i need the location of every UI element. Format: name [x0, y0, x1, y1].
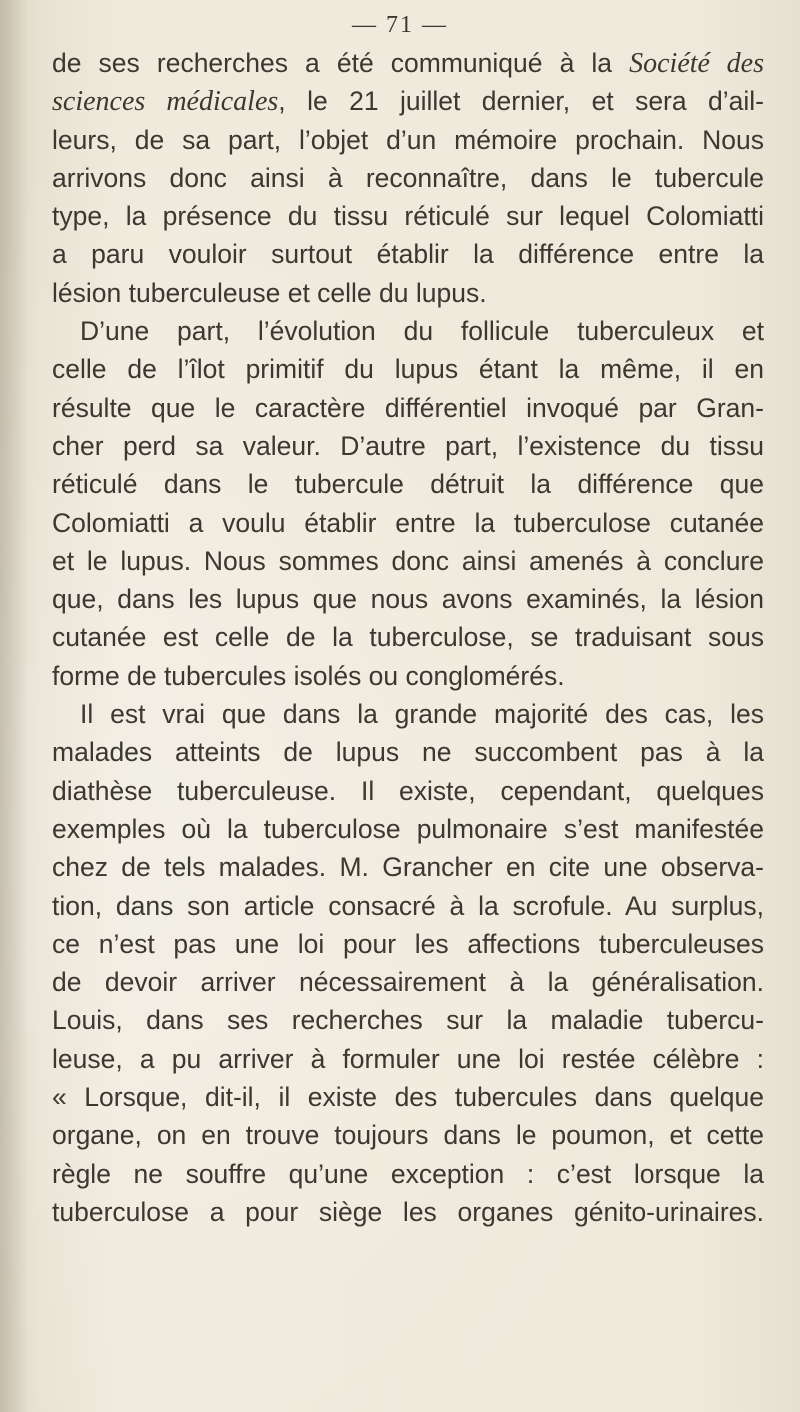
text-line	[52, 312, 764, 350]
text-line	[52, 1193, 764, 1231]
text-segment: de devoir arriver nécessairement à la généralisation.	[52, 967, 764, 998]
italic-segment: Société des	[629, 48, 764, 79]
text-line	[52, 44, 764, 82]
text-line	[52, 1040, 764, 1078]
text-segment: cutanée est celle de la tuberculose, se traduisant sous	[52, 622, 764, 653]
text-line	[52, 389, 764, 427]
text-segment: leuse, a pu arriver à formuler une loi restée célèbre :	[52, 1043, 764, 1074]
text-segment: leurs, de sa part, l’objet d’un mémoire prochain. Nous	[52, 124, 764, 155]
text-line	[52, 810, 764, 848]
text-line	[52, 580, 764, 618]
text-line	[52, 1001, 764, 1039]
text-segment: malades atteints de lupus ne succombent pas à la	[52, 737, 764, 768]
text-segment: lésion tuberculeuse et celle du lupus.	[52, 277, 487, 308]
text-line	[52, 963, 764, 1001]
text-segment: et le lupus. Nous sommes donc ainsi amenés à conclure	[52, 545, 764, 576]
italic-segment: sciences médicales	[52, 86, 279, 118]
text-segment: que, dans les lupus que nous avons examinés, la lésion	[52, 584, 764, 615]
text-segment: Colomiatti a voulu établir entre la tuberculose cutanée	[52, 507, 764, 538]
text-segment: Il est vrai que dans la grande majorité des cas, les	[80, 699, 764, 730]
text-line	[52, 925, 764, 963]
text-line	[52, 848, 764, 886]
text-segment: résulte que le caractère différentiel invoqué par Gran-	[52, 392, 764, 423]
text-segment: type, la présence du tissu réticulé sur lequel Colomiatti	[52, 201, 764, 232]
text-segment: chez de tels malades. M. Grancher en cite une observa-	[52, 852, 764, 883]
text-segment: tion, dans son article consacré à la scrofule. Au surplus,	[52, 890, 764, 921]
text-line	[52, 274, 764, 312]
text-line	[52, 542, 764, 580]
text-line	[52, 618, 764, 656]
text-line	[52, 235, 764, 273]
text-segment: tuberculose a pour siège les organes génito-urinaires.	[52, 1196, 764, 1227]
body-text	[52, 44, 764, 1231]
text-segment: ce n’est pas une loi pour les affections tuberculeuses	[52, 928, 764, 959]
page-number: — 71 —	[352, 12, 448, 38]
text-line	[52, 657, 764, 695]
text-line	[52, 1155, 764, 1193]
text-line	[52, 350, 764, 388]
text-segment: forme de tubercules isolés ou conglomérés.	[52, 660, 565, 691]
text-segment: de ses recherches a été communiqué à la	[52, 48, 630, 78]
text-line	[52, 159, 764, 197]
text-line	[52, 427, 764, 465]
text-segment: arrivons donc ainsi à reconnaître, dans le tubercule	[52, 162, 764, 193]
text-segment: réticulé dans le tubercule détruit la différence que	[52, 469, 764, 500]
text-line	[52, 772, 764, 810]
text-segment: organe, on en trouve toujours dans le poumon, et cette	[52, 1120, 764, 1151]
page-fold-shadow	[0, 0, 28, 1412]
text-segment: diathèse tuberculeuse. Il existe, cependant, quelques	[52, 775, 764, 806]
text-segment: exemples où la tuberculose pulmonaire s’est manifestée	[52, 813, 764, 844]
text-line	[52, 887, 764, 925]
text-line	[52, 82, 764, 120]
text-segment: cher perd sa valeur. D’autre part, l’existence du tissu	[52, 430, 764, 461]
text-line	[52, 1078, 764, 1116]
text-line	[52, 504, 764, 542]
text-segment: Louis, dans ses recherches sur la maladie tubercu-	[52, 1005, 764, 1036]
text-segment: règle ne souffre qu’une exception : c’est lorsque la	[52, 1158, 764, 1189]
text-line	[52, 197, 764, 235]
text-line	[52, 733, 764, 771]
text-line	[52, 1116, 764, 1154]
text-segment: « Lorsque, dit-il, il existe des tubercules dans quelque	[52, 1082, 764, 1113]
text-segment: , le 21 juillet dernier, et sera d’ail-	[278, 86, 764, 117]
text-line	[52, 121, 764, 159]
text-line	[52, 465, 764, 503]
text-segment: celle de l’îlot primitif du lupus étant la même, il en	[52, 354, 764, 385]
text-line	[52, 695, 764, 733]
text-segment: a paru vouloir surtout établir la différence entre la	[52, 239, 764, 270]
text-segment: D’une part, l’évolution du follicule tuberculeux et	[80, 316, 764, 347]
